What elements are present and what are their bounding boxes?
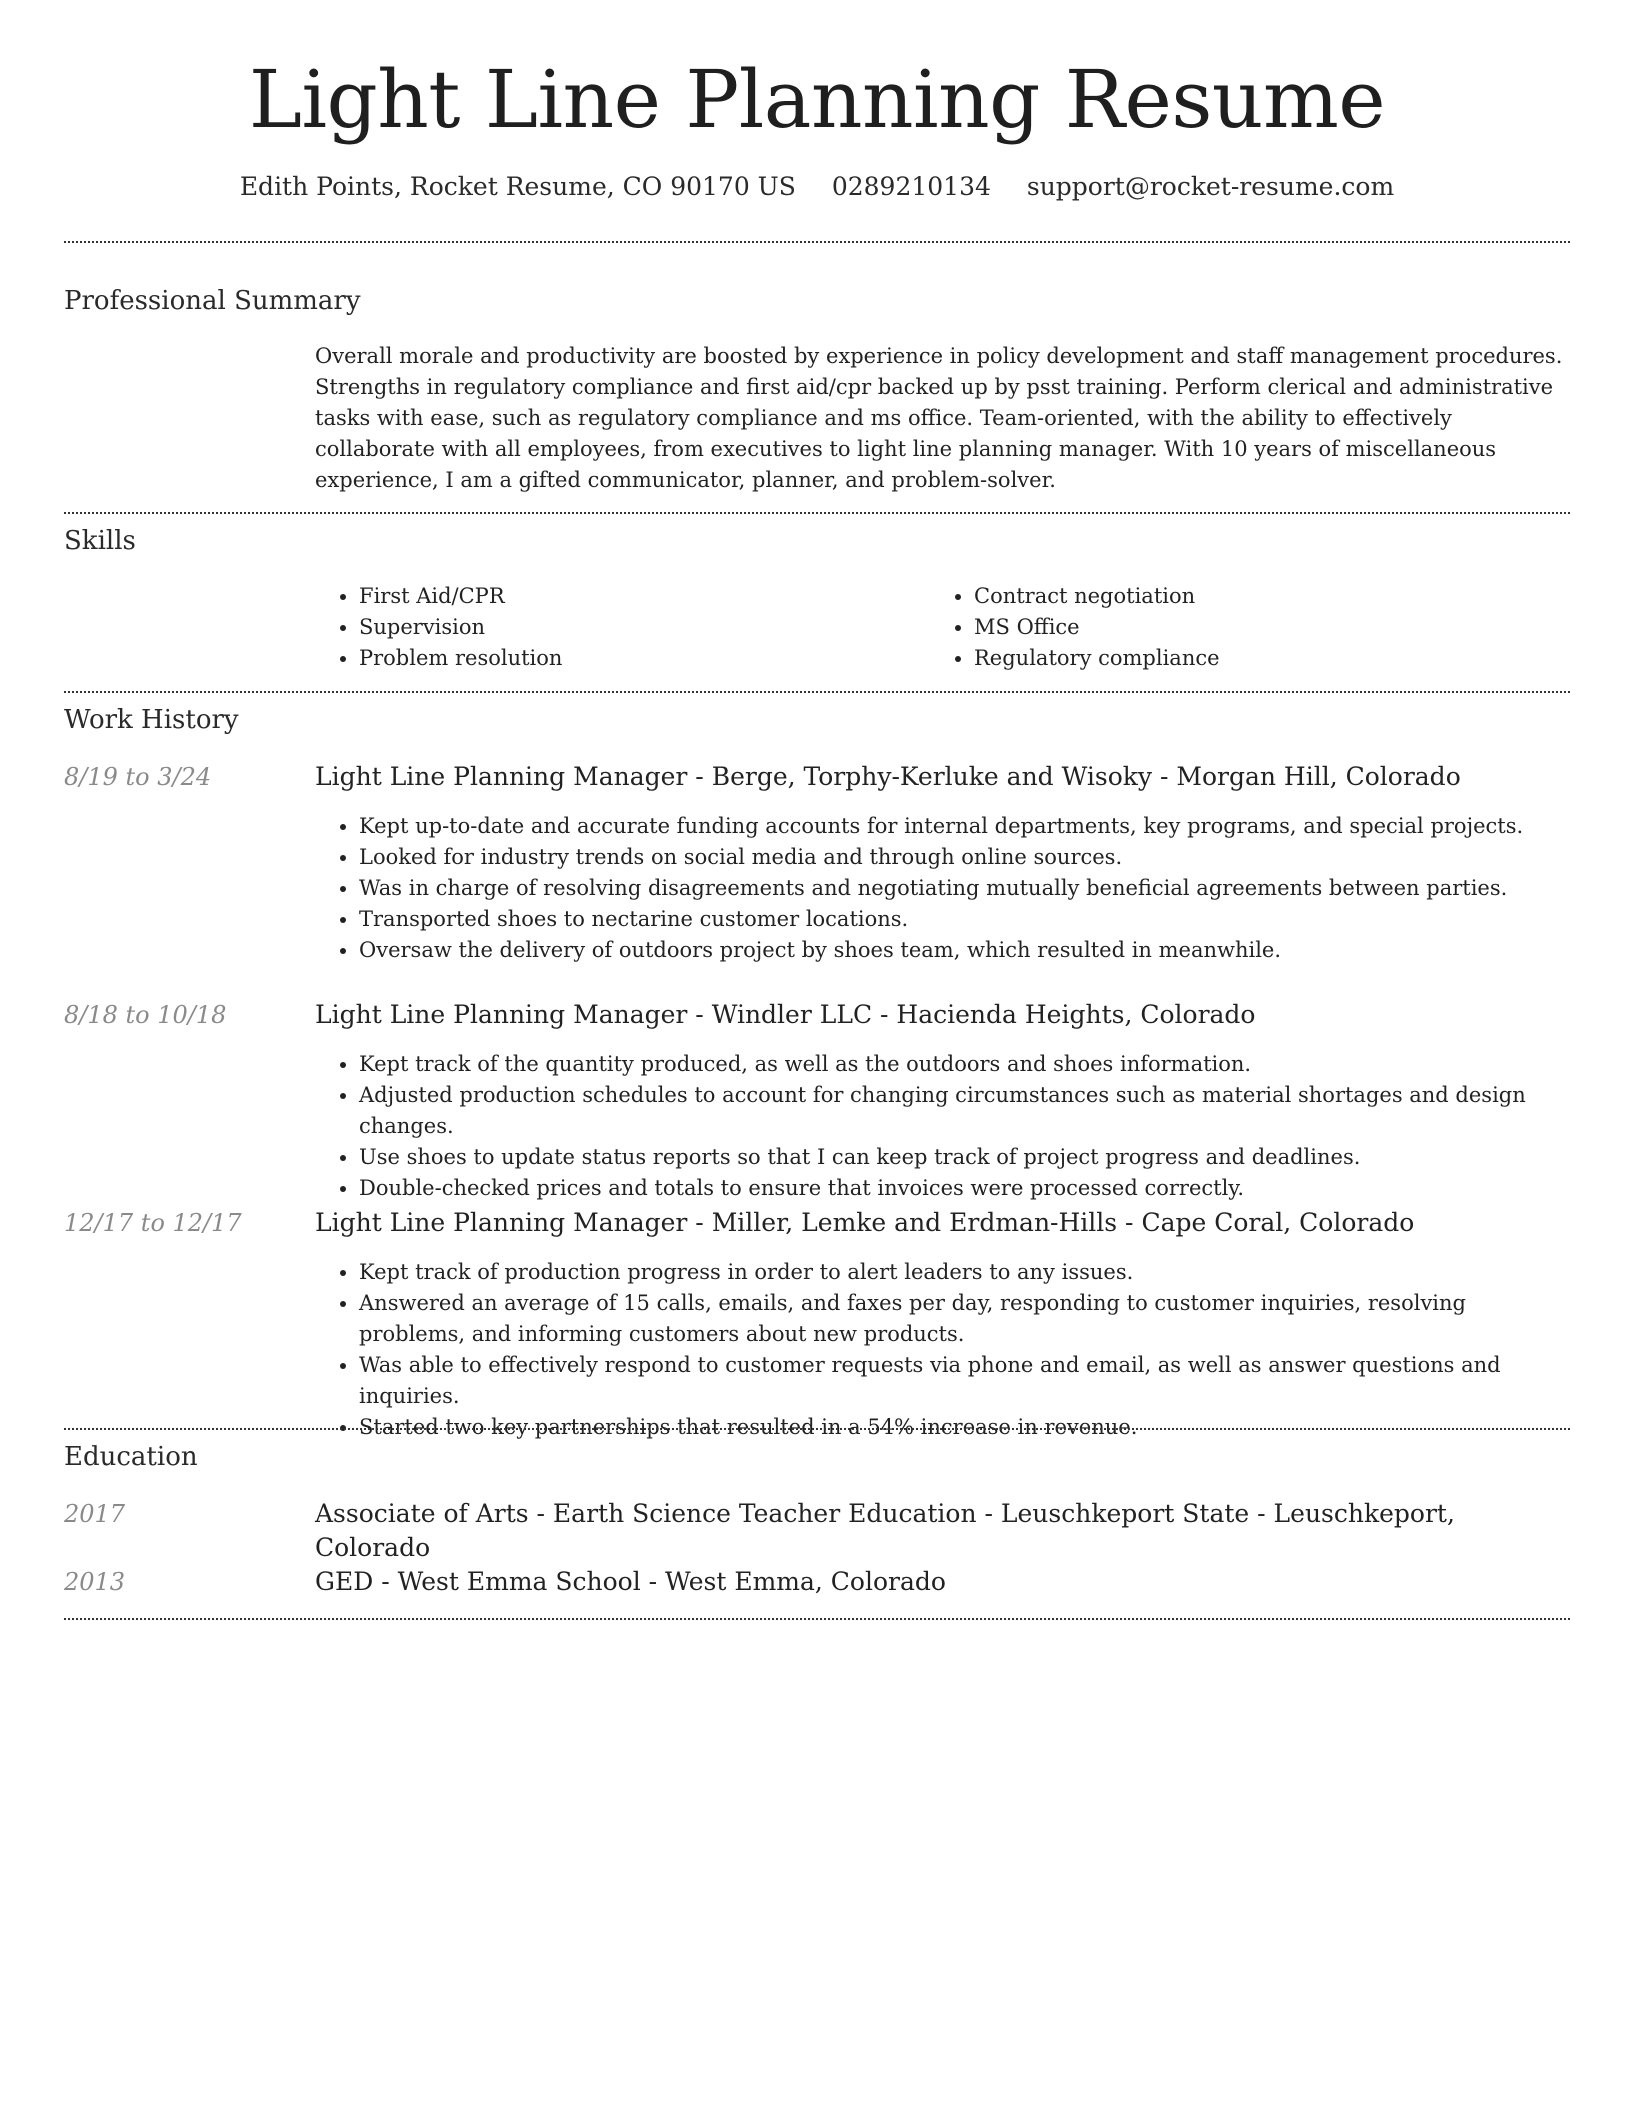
- contact-email: support@rocket-resume.com: [1026, 172, 1395, 201]
- job-bullet: • Use shoes to update status reports so that I can keep track of project progress and deadlines.: [359, 1142, 1570, 1173]
- job-bullet: • Answered an average of 15 calls, emails, and faxes per day, responding to customer inquiries, resolving problems, and informing customers about new products.: [359, 1288, 1570, 1350]
- job-bullet: • Transported shoes to nectarine customer locations.: [359, 904, 1570, 935]
- education-title: Associate of Arts - Earth Science Teacher Education - Leuschkeport State - Leuschkeport, Colorado: [315, 1499, 1455, 1562]
- job-dates: 8/18 to 10/18: [64, 1001, 227, 1029]
- summary-heading: Professional Summary: [64, 286, 361, 316]
- job-dates: 12/17 to 12/17: [64, 1209, 242, 1237]
- job-bullet: • Adjusted production schedules to account for changing circumstances such as material shortages and design changes.: [359, 1080, 1570, 1142]
- education-year: 2017: [64, 1500, 126, 1528]
- job-title: Light Line Planning Manager - Berge, Torphy-Kerluke and Wisoky - Morgan Hill, Colorado: [315, 762, 1461, 791]
- job-duties: [315, 1257, 1570, 1443]
- job-title: Light Line Planning Manager - Miller, Lemke and Erdman-Hills - Cape Coral, Colorado: [315, 1208, 1415, 1237]
- resume-title: Light Line Planning Resume: [248, 53, 1386, 146]
- job-dates: 8/19 to 3/24: [64, 763, 212, 791]
- divider: [64, 1618, 1570, 1620]
- job-bullet: • Kept track of the quantity produced, as well as the outdoors and shoes information.: [359, 1049, 1570, 1080]
- job-duties: [315, 1049, 1570, 1204]
- summary-body: [315, 341, 1570, 496]
- job-bullet: • Started two key partnerships that resulted in a 54% increase in revenue.: [359, 1412, 1570, 1443]
- education-year: 2013: [64, 1568, 126, 1596]
- contact-line: [64, 170, 1570, 204]
- skill-item: • MS Office: [974, 612, 1530, 643]
- education-heading: Education: [64, 1442, 198, 1472]
- skills-heading: Skills: [64, 526, 136, 556]
- job-bullet: • Oversaw the delivery of outdoors project by shoes team, which resulted in meanwhile.: [359, 935, 1570, 966]
- skill-item: • Problem resolution: [359, 643, 915, 674]
- skill-item: • Supervision: [359, 612, 915, 643]
- job-bullet: • Kept track of production progress in order to alert leaders to any issues.: [359, 1257, 1570, 1288]
- divider: [64, 512, 1570, 514]
- divider: [64, 1428, 1570, 1430]
- contact-phone: 0289210134: [831, 172, 991, 201]
- skill-item: • First Aid/CPR: [359, 581, 915, 612]
- job-bullet: • Double-checked prices and totals to ensure that invoices were processed correctly.: [359, 1173, 1570, 1204]
- skill-item: • Regulatory compliance: [974, 643, 1530, 674]
- contact-address: Edith Points, Rocket Resume, CO 90170 US: [239, 172, 796, 201]
- education-title: GED - West Emma School - West Emma, Colorado: [315, 1567, 946, 1596]
- job-bullet: • Was able to effectively respond to customer requests via phone and email, as well as answer questions and inquiries.: [359, 1350, 1570, 1412]
- divider: [64, 691, 1570, 693]
- job-bullet: • Looked for industry trends on social media and through online sources.: [359, 842, 1570, 873]
- divider: [64, 241, 1570, 243]
- skill-item: • Contract negotiation: [974, 581, 1530, 612]
- summary-text: Overall morale and productivity are boosted by experience in policy development and staff management procedures. Strengths in regulatory compliance and first aid/cpr backed up by psst training. Perform clerical and administrative tasks with ease, such as regulatory compliance and ms office. Team-oriented, with the ability to effectively collaborate with all employees, from executives to light line planning manager. With 10 years of miscellaneous experience, I am a gifted communicator, planner, and problem-solver.: [315, 344, 1563, 492]
- skills-left-column: [315, 581, 915, 674]
- work-heading: Work History: [64, 705, 239, 735]
- job-title: Light Line Planning Manager - Windler LLC - Hacienda Heights, Colorado: [315, 1000, 1256, 1029]
- job-bullet: • Was in charge of resolving disagreements and negotiating mutually beneficial agreements between parties.: [359, 873, 1570, 904]
- skills-right-column: [930, 581, 1530, 674]
- job-bullet: • Kept up-to-date and accurate funding accounts for internal departments, key programs, and special projects.: [359, 811, 1570, 842]
- job-duties: [315, 811, 1570, 966]
